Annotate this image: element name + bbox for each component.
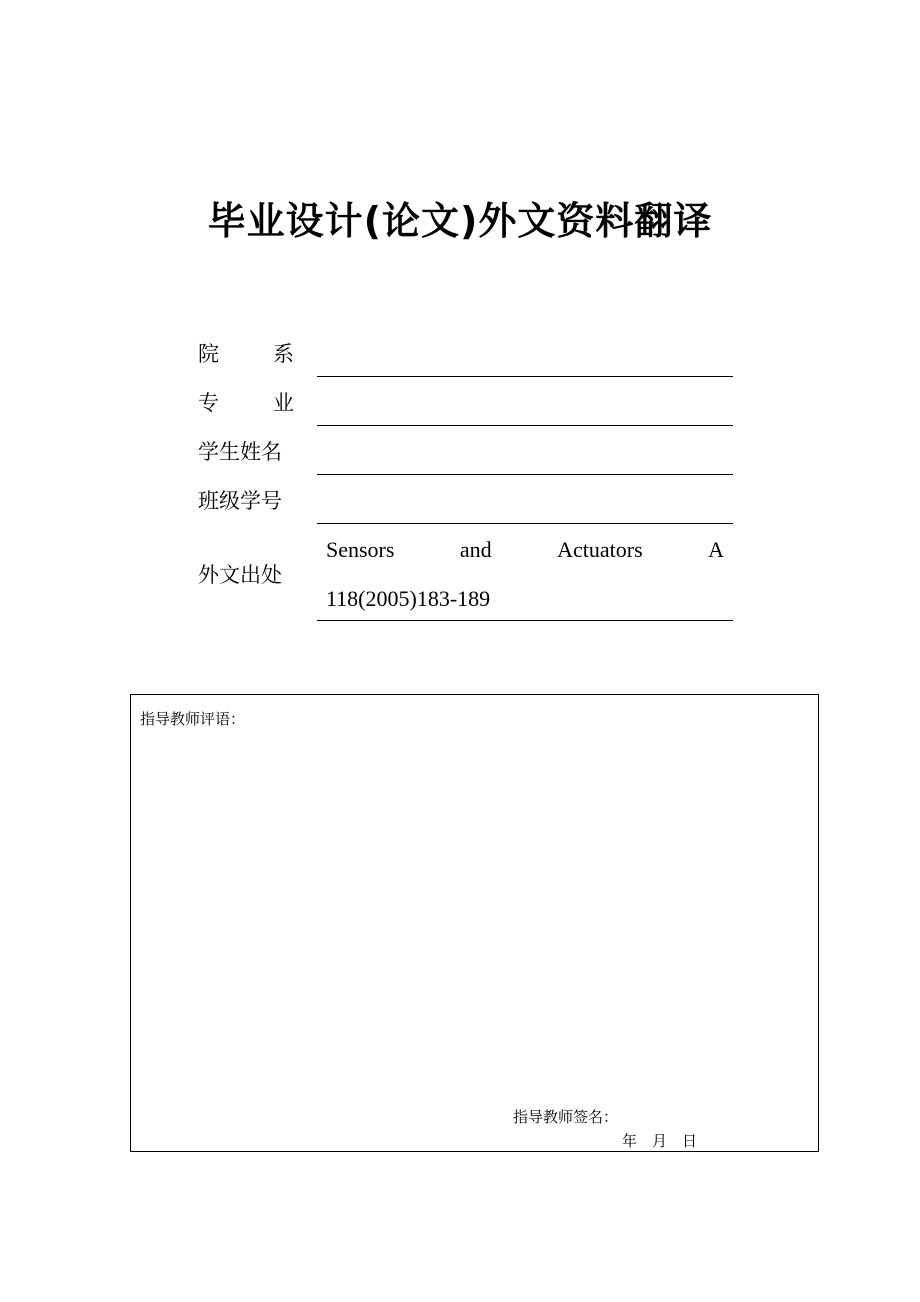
advisor-comment-heading: 指导教师评语： [140, 710, 246, 728]
department-field-line[interactable] [317, 376, 733, 377]
major-label-char-2: 业 [273, 391, 294, 415]
source-word-3: Actuators [557, 537, 643, 562]
student-name-label: 学生姓名 [198, 440, 282, 464]
source-field-line[interactable] [317, 620, 733, 621]
source-label: 外文出处 [198, 563, 282, 587]
source-word-1: Sensors [326, 537, 395, 562]
department-label-char-2: 系 [273, 342, 294, 366]
date-day-label: 日 [682, 1132, 698, 1150]
advisor-signature-label: 指导教师签名： [513, 1108, 619, 1126]
class-id-label: 班级学号 [198, 489, 282, 513]
source-word-2: and [459, 537, 492, 562]
date-month-label: 月 [652, 1132, 668, 1150]
major-field-line[interactable] [317, 425, 733, 426]
class-id-field-line[interactable] [317, 523, 733, 524]
major-label-char-1: 专 [198, 391, 219, 415]
department-label-char-1: 院 [198, 342, 219, 366]
source-word-4: A [708, 537, 724, 562]
major-label [198, 388, 294, 418]
signature-date [622, 1131, 697, 1151]
advisor-comment-box[interactable] [130, 694, 819, 1152]
source-value-line-1 [326, 535, 724, 565]
date-year-label: 年 [622, 1132, 638, 1150]
student-name-field-line[interactable] [317, 474, 733, 475]
document-title: 毕业设计(论文)外文资料翻译 [207, 199, 713, 243]
department-label [198, 339, 294, 369]
source-value-line-2: 118(2005)183-189 [326, 586, 491, 611]
